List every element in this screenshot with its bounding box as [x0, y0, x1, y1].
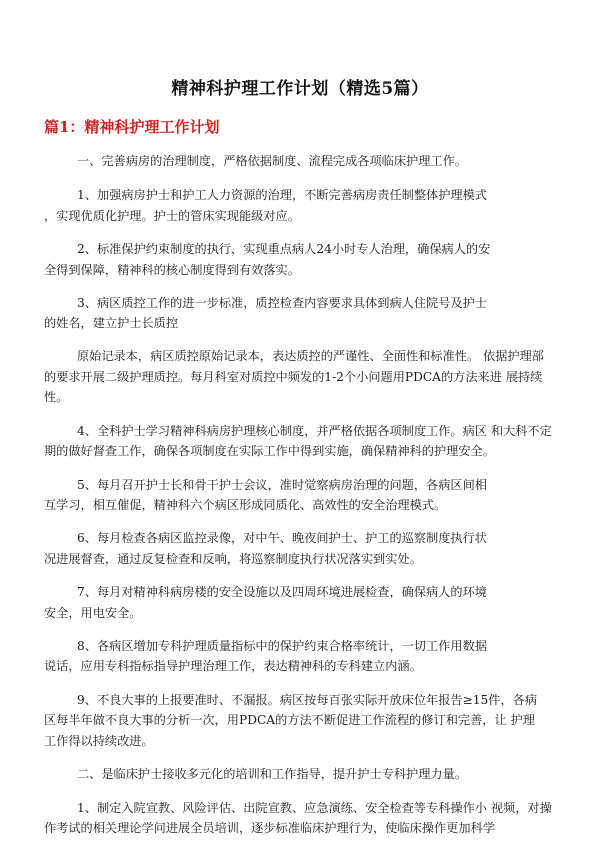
text-line: 互学习，相互催促，精神科六个病区形成同质化、高效性的安全治理模式。: [44, 498, 447, 512]
text-line: 1、加强病房护士和护工人力资源的治理，不断完善病房责任制整体护理模式: [77, 188, 487, 202]
text-line: 区每半年做不良大事的分析一次，用PDCA的方法不断促进工作流程的修订和完善，让 护理: [44, 713, 535, 727]
text-line: 原始记录本，病区质控原始记录本，表达质控的严谨性、全面性和标准性。 依据护理部: [77, 349, 544, 363]
text-line: 1、制定入院宣教、风险评估、出院宣教、应急演练、安全检查等专科操作小 视频，对操: [77, 801, 552, 815]
text-line: 的要求开展二级护理质控。每月科室对质控中频发的1-2个小问题用PDCA的方法来进 展持续: [44, 370, 543, 384]
text-line: ，实现优质化护理。护士的管床实现能级对应。: [44, 209, 300, 223]
text-line: 期的做好督查工作，确保各项制度在实际工作中得到实施，确保精神科的护理安全。: [44, 444, 495, 458]
text-line: 二、是临床护士接收多元化的培训和工作指导，提升护士专科护理力量。: [77, 767, 467, 781]
text-line: 4、全科护士学习精神科病房护理核心制度，并严格依据各项制度工作。病区 和大科不定: [77, 424, 552, 438]
text-line: 3、病区质控工作的进一步标准，质控检查内容要求具体到病人住院号及护士: [77, 296, 487, 310]
text-line: 况进展督查，通过反复检查和反响，将巡察制度执行状况落实到实处。: [44, 552, 422, 566]
section-heading: 篇1：精神科护理工作计划: [44, 118, 220, 136]
text-line: 性。: [44, 390, 69, 404]
document-title: 精神科护理工作计划（精选5篇）: [171, 79, 429, 99]
text-line: 6、每月检查各病区监控录像，对中午、晚夜间护士、护工的巡察制度执行状: [77, 531, 487, 545]
text-line: 安全，用电安全。: [44, 606, 142, 620]
text-line: 2、标准保护约束制度的执行，实现重点病人24小时专人治理，确保病人的安: [77, 242, 491, 256]
text-line: 5、每月召开护士长和骨干护士会议，准时觉察病房治理的问题，各病区间相: [77, 478, 487, 492]
text-line: 7、每月对精神科病房楼的安全设施以及四周环境进展检查，确保病人的环境: [77, 585, 487, 599]
text-line: 说话，应用专科指标指导护理治理工作，表达精神科的专科建立内涵。: [44, 659, 422, 673]
text-line: 全得到保障，精神科的核心制度得到有效落实。: [44, 263, 300, 277]
text-line: 9、不良大事的上报要准时、不漏报。病区按每百张实际开放床位年报告≥15件，各病: [77, 693, 538, 707]
text-line: 工作得以持续改进。: [44, 734, 154, 748]
text-line: 8、各病区增加专科护理质量指标中的保护约束合格率统计，一切工作用数据: [77, 639, 487, 653]
text-line: 一、完善病房的治理制度，严格依据制度、流程完成各项临床护理工作。: [77, 154, 467, 168]
text-line: 作考试的相关理论学问进展全员培训，逐步标准临床护理行为，使临床操作更加科学: [44, 821, 495, 835]
text-line: 的姓名，建立护士长质控: [44, 316, 179, 330]
